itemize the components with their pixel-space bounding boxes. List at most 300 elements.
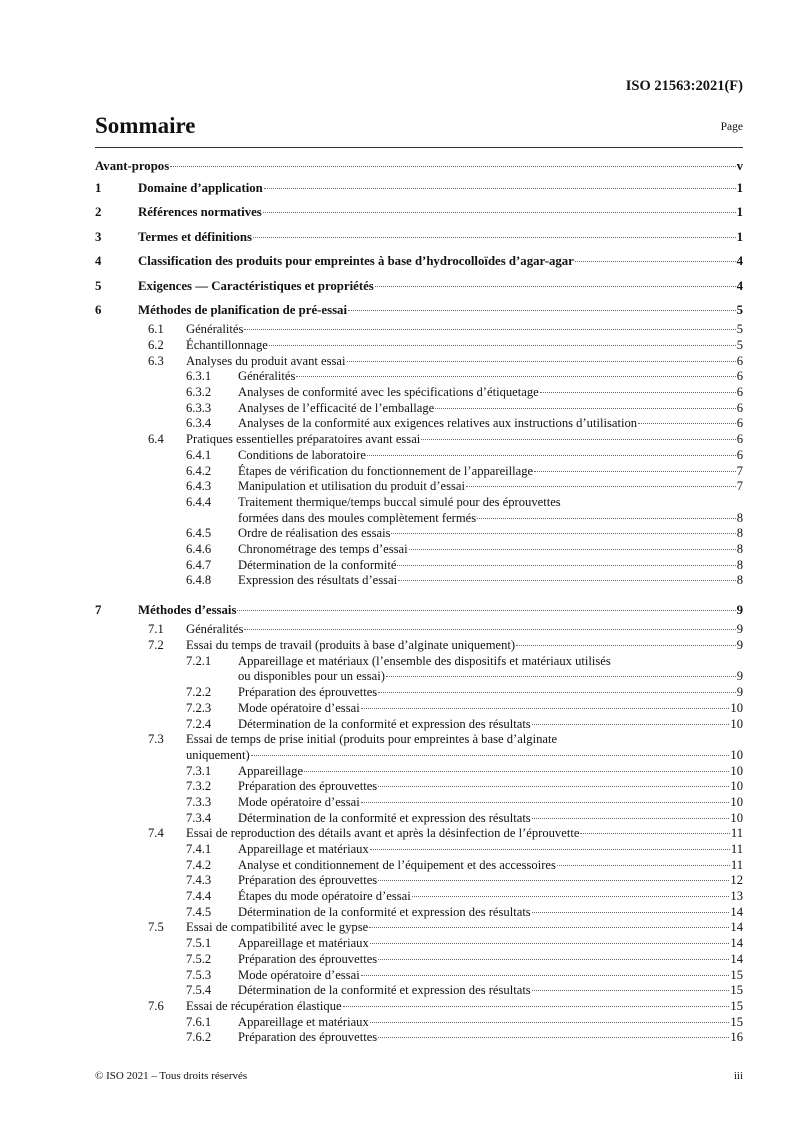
toc-entry-title[interactable]: Préparation des éprouvettes — [238, 1030, 378, 1045]
toc-entry[interactable] — [95, 779, 743, 795]
toc-entry[interactable] — [95, 432, 743, 448]
toc-entry-title[interactable]: Méthodes d’essais — [138, 603, 237, 618]
toc-entry-page[interactable]: 13 — [730, 889, 743, 904]
toc-entry-text — [238, 464, 743, 480]
toc-entry-text — [238, 558, 743, 574]
toc-title: Sommaire — [95, 113, 196, 138]
toc-entry-text — [238, 526, 743, 542]
toc-entry-title[interactable]: Classification des produits pour empreintes à base d’hydrocolloïdes d’agar-agar — [138, 254, 574, 269]
toc-entry[interactable] — [95, 952, 743, 968]
dot-leader — [638, 423, 736, 424]
toc-entry-continuation[interactable] — [95, 511, 743, 527]
toc-entry[interactable] — [95, 401, 743, 417]
page-column-label: Page — [720, 121, 743, 133]
toc-entry[interactable] — [95, 338, 743, 354]
toc-entry-title[interactable]: Exigences — Caractéristiques et propriétés — [138, 278, 374, 293]
footer-page-number: iii — [733, 1070, 743, 1082]
toc-entry-number: 7.5.3 — [186, 967, 212, 982]
toc-entry-title[interactable]: Expression des résultats d’essai — [238, 573, 398, 588]
toc-entry-page[interactable]: 1 — [736, 229, 743, 244]
toc-entry[interactable] — [95, 701, 743, 717]
toc-entry-text — [238, 369, 743, 385]
toc-entry-text — [186, 732, 743, 748]
dot-leader — [244, 329, 735, 330]
toc-entry-number: 7.3.1 — [186, 763, 212, 778]
toc-entry-title[interactable]: Appareillage et matériaux — [238, 936, 369, 951]
toc-entry-number: 7.6.2 — [186, 1030, 212, 1045]
toc-entry-page[interactable]: 6 — [736, 400, 743, 415]
toc-entry-number: 3 — [95, 229, 102, 244]
toc-entry-title[interactable]: Mode opératoire d’essai — [238, 700, 360, 715]
toc-entry-number: 7.4.4 — [186, 889, 212, 904]
toc-entry-text — [238, 936, 743, 952]
toc-entry-title[interactable]: Étapes du mode opératoire d’essai — [238, 889, 411, 904]
toc-entry-continuation[interactable] — [95, 748, 743, 764]
toc-entry-title[interactable]: Détermination de la conformité et expression des résultats — [238, 904, 531, 919]
toc-entry-title[interactable]: Essai de temps de prise initial (produits pour empreintes à base d’alginate — [186, 732, 558, 747]
toc-entry-text — [238, 573, 743, 589]
footer-copyright: © ISO 2021 – Tous droits réservés — [95, 1070, 248, 1082]
toc-entry-text — [238, 968, 743, 984]
toc-entry-page[interactable]: 6 — [736, 353, 743, 368]
toc-entry[interactable] — [95, 479, 743, 495]
toc-entry[interactable] — [95, 968, 743, 984]
toc-entry-title[interactable]: Essai de compatibilité avec le gypse — [186, 920, 369, 935]
dot-leader — [343, 1006, 730, 1007]
dot-leader — [361, 975, 730, 976]
toc-entry-page[interactable]: 5 — [736, 302, 743, 317]
toc-entry[interactable] — [95, 598, 743, 622]
dot-leader — [378, 880, 729, 881]
toc-entry-number: 7.3 — [148, 732, 164, 747]
toc-entry[interactable] — [95, 654, 743, 670]
toc-entry-title[interactable]: Références normatives — [138, 205, 262, 220]
toc-entry-text — [186, 999, 743, 1015]
dot-leader — [170, 166, 735, 167]
toc-entry-number: 7.5.2 — [186, 951, 212, 966]
toc-entry-title[interactable]: Généralités — [186, 322, 244, 337]
toc-entry-page[interactable]: 9 — [736, 603, 743, 618]
toc-entry-title[interactable]: Détermination de la conformité et expression des résultats — [238, 810, 531, 825]
toc-entry[interactable] — [95, 685, 743, 701]
dot-leader — [378, 959, 729, 960]
toc-entry-page[interactable]: 6 — [736, 369, 743, 384]
toc-entry-number: 6.4.4 — [186, 494, 212, 509]
toc-entry-text — [186, 826, 743, 842]
toc-entry-number: 1 — [95, 181, 102, 195]
toc-entry-page[interactable]: 4 — [736, 254, 743, 269]
toc-entry-number: 7.3.2 — [186, 779, 212, 794]
toc-entry[interactable] — [95, 542, 743, 558]
toc-entry-number: 7.5.1 — [186, 936, 212, 951]
dot-leader — [378, 786, 729, 787]
toc-entry[interactable] — [95, 905, 743, 921]
toc-entry[interactable] — [95, 464, 743, 480]
toc-entry-title[interactable]: Étapes de vérification du fonctionnement de l’appareillage — [238, 463, 534, 478]
toc-entry-title[interactable]: Termes et définitions — [138, 229, 252, 244]
toc-entry-page[interactable]: 10 — [730, 794, 743, 809]
toc-entry-text — [238, 842, 743, 858]
toc-entry[interactable] — [95, 298, 743, 322]
toc-entry-title[interactable]: Appareillage — [238, 763, 304, 778]
toc-entry[interactable] — [95, 322, 743, 338]
toc-entry-page[interactable]: 8 — [736, 541, 743, 556]
toc-entry-page[interactable]: v — [736, 159, 743, 173]
toc-entry-number: 6.4.3 — [186, 479, 212, 494]
toc-entry-text — [138, 200, 743, 224]
toc-entry-text — [238, 952, 743, 968]
toc-entry-number: 6.4 — [148, 432, 164, 447]
toc-entry-text — [186, 354, 743, 370]
toc-entry-number: 7.2.2 — [186, 685, 212, 700]
toc-entry[interactable] — [95, 732, 743, 748]
dot-leader — [367, 455, 736, 456]
dot-leader — [253, 237, 736, 238]
toc-entry-text — [238, 858, 743, 874]
toc-entry[interactable] — [95, 558, 743, 574]
toc-entry-number: 7.4.2 — [186, 857, 212, 872]
toc-entry-title[interactable]: Généralités — [238, 369, 296, 384]
toc-entry-text — [95, 156, 743, 176]
dot-leader — [534, 471, 736, 472]
toc-entry-text — [186, 748, 743, 764]
toc-entry-title[interactable]: Essai de reproduction des détails avant et après la désinfection de l’éprouvette — [186, 826, 580, 841]
toc-entry-title[interactable]: Méthodes de planification de pré-essai — [138, 302, 348, 317]
toc-entry-title-continued[interactable]: ou disponibles pour un essai) — [238, 669, 385, 684]
toc-entry[interactable] — [95, 274, 743, 298]
toc-entry-title[interactable]: Détermination de la conformité et expression des résultats — [238, 716, 531, 731]
toc-entry-page[interactable]: 9 — [736, 638, 743, 653]
toc-entry-text — [138, 274, 743, 298]
dot-leader — [361, 708, 730, 709]
dot-leader — [516, 645, 736, 646]
dot-leader — [397, 565, 735, 566]
toc-entry-number: 7.5.4 — [186, 983, 212, 998]
dot-leader — [378, 1037, 729, 1038]
dot-leader — [375, 286, 736, 287]
toc-entry-title[interactable]: Chronométrage des temps d’essai — [238, 541, 408, 556]
toc-entry[interactable] — [95, 495, 743, 511]
toc-entry-title[interactable]: Préparation des éprouvettes — [238, 873, 378, 888]
toc-entry-number: 7.4.5 — [186, 904, 212, 919]
toc-entry-page[interactable]: 9 — [736, 669, 743, 684]
toc-entry-number: 7 — [95, 603, 102, 618]
toc-entry[interactable] — [95, 983, 743, 999]
toc-entry-number: 7.5 — [148, 920, 164, 935]
toc-entry-text — [238, 448, 743, 464]
dot-leader — [421, 439, 735, 440]
toc-entry-title[interactable]: Analyses de la conformité aux exigences relatives aux instructions d’utilisation — [238, 416, 638, 431]
dot-leader — [532, 912, 730, 913]
toc-entry-number: 7.6.1 — [186, 1014, 212, 1029]
dot-leader — [540, 392, 736, 393]
toc-entry[interactable] — [95, 826, 743, 842]
toc-entry-number: 7.2 — [148, 638, 164, 653]
toc-entry-number: 7.4.3 — [186, 873, 212, 888]
toc-entry-text — [238, 811, 743, 827]
toc-entry-page[interactable]: 8 — [736, 557, 743, 572]
toc-entry-page[interactable]: 8 — [736, 526, 743, 541]
toc-entry[interactable] — [95, 622, 743, 638]
toc-entry-number: 6.4.8 — [186, 573, 212, 588]
toc-entry-number: 6.3.4 — [186, 416, 212, 431]
toc-entry-title[interactable]: Appareillage et matériaux — [238, 842, 369, 857]
toc-entry[interactable] — [95, 416, 743, 432]
toc-entry-number: 6.3.3 — [186, 400, 212, 415]
toc-entry[interactable] — [95, 1015, 743, 1031]
toc-entry-text — [238, 669, 743, 685]
dot-leader — [398, 580, 736, 581]
toc-entry-number: 7.6 — [148, 998, 164, 1013]
table-of-contents — [95, 156, 743, 1046]
toc-entry-page[interactable]: 7 — [736, 463, 743, 478]
toc-entry-number: 7.4 — [148, 826, 164, 841]
toc-entry-page[interactable]: 6 — [736, 416, 743, 431]
dot-leader — [370, 849, 730, 850]
toc-entry-page[interactable]: 5 — [736, 322, 743, 337]
toc-entry-page[interactable]: 14 — [730, 920, 743, 935]
toc-entry-text — [238, 385, 743, 401]
toc-entry-text — [138, 225, 743, 249]
toc-entry-text — [238, 889, 743, 905]
toc-entry-number: 6.3.1 — [186, 369, 212, 384]
toc-entry-title[interactable]: Essai de récupération élastique — [186, 998, 342, 1013]
toc-entry[interactable] — [95, 369, 743, 385]
toc-entry-text — [238, 479, 743, 495]
toc-entry-text — [138, 249, 743, 273]
toc-entry-number: 4 — [95, 254, 102, 269]
dot-leader — [532, 724, 730, 725]
toc-entry-title[interactable]: Appareillage et matériaux (l’ensemble des dispositifs et matériaux utilisés — [238, 653, 611, 668]
dot-leader — [347, 361, 736, 362]
toc-entry[interactable] — [95, 873, 743, 889]
toc-entry-text — [186, 638, 743, 654]
toc-entry-title[interactable]: Mode opératoire d’essai — [238, 794, 360, 809]
title-rule — [95, 147, 743, 148]
toc-entry-page[interactable]: 15 — [730, 1014, 743, 1029]
toc-entry-page[interactable]: 4 — [736, 278, 743, 293]
toc-entry[interactable] — [95, 717, 743, 733]
toc-entry-page[interactable]: 5 — [736, 338, 743, 353]
toc-entry-title[interactable]: Analyses de conformité avec les spécifications d’étiquetage — [238, 385, 539, 400]
toc-entry[interactable] — [95, 225, 743, 249]
toc-entry[interactable] — [95, 920, 743, 936]
toc-entry-title[interactable]: Analyse et conditionnement de l’équipement et des accessoires — [238, 857, 556, 872]
dot-leader — [251, 755, 730, 756]
toc-entry-text — [186, 322, 743, 338]
toc-entry-number: 6.4.7 — [186, 557, 212, 572]
toc-entry-number: 6 — [95, 302, 102, 317]
dot-leader — [269, 345, 736, 346]
toc-entry-page[interactable]: 11 — [730, 842, 743, 857]
toc-entry-text — [238, 779, 743, 795]
toc-entry[interactable] — [95, 385, 743, 401]
dot-leader — [378, 692, 736, 693]
toc-entry-title[interactable]: Essai du temps de travail (produits à base d’alginate uniquement) — [186, 638, 516, 653]
toc-entry-title[interactable]: Échantillonnage — [186, 338, 268, 353]
toc-entry-number: 6.2 — [148, 338, 164, 353]
dot-leader — [391, 533, 735, 534]
toc-entry-number: 7.2.3 — [186, 700, 212, 715]
toc-entry[interactable] — [95, 999, 743, 1015]
toc-entry[interactable] — [95, 764, 743, 780]
toc-entry[interactable] — [95, 526, 743, 542]
toc-entry-title[interactable]: Détermination de la conformité et expression des résultats — [238, 983, 531, 998]
toc-entry-number: 5 — [95, 278, 102, 293]
toc-entry-page[interactable]: 14 — [730, 936, 743, 951]
toc-entry[interactable] — [95, 200, 743, 224]
toc-entry-text — [238, 1015, 743, 1031]
toc-entry[interactable] — [95, 858, 743, 874]
toc-entry-text — [238, 795, 743, 811]
toc-entry-text — [138, 298, 743, 322]
toc-entry[interactable] — [95, 811, 743, 827]
toc-entry-title[interactable]: Analyses du produit avant essai — [186, 353, 346, 368]
toc-entry-title[interactable]: Préparation des éprouvettes — [238, 951, 378, 966]
toc-entry[interactable] — [95, 176, 743, 200]
toc-entry-page[interactable]: 10 — [730, 779, 743, 794]
toc-entry-page[interactable]: 11 — [730, 826, 743, 841]
toc-entry-text — [186, 338, 743, 354]
dot-leader — [348, 310, 736, 311]
toc-entry-title-continued[interactable]: formées dans des moules complètement fermés — [238, 510, 477, 525]
toc-entry[interactable] — [95, 249, 743, 273]
toc-entry-page[interactable]: 10 — [730, 747, 743, 762]
dot-leader — [304, 771, 729, 772]
toc-entry-text — [238, 511, 743, 527]
toc-entry-text — [186, 622, 743, 638]
toc-entry-text — [238, 685, 743, 701]
toc-entry[interactable] — [95, 573, 743, 589]
toc-entry[interactable] — [95, 638, 743, 654]
toc-entry-page[interactable]: 10 — [730, 716, 743, 731]
dot-leader — [263, 212, 736, 213]
dot-leader — [264, 188, 736, 189]
dot-leader — [532, 990, 730, 991]
toc-entry-page[interactable]: 10 — [730, 810, 743, 825]
toc-entry-title[interactable]: Pratiques essentielles préparatoires avant essai — [186, 432, 421, 447]
toc-entry-title[interactable]: Préparation des éprouvettes — [238, 685, 378, 700]
toc-entry-number: 6.1 — [148, 322, 164, 337]
toc-entry-text — [238, 717, 743, 733]
toc-entry-number: 6.4.6 — [186, 541, 212, 556]
toc-entry-page[interactable]: 10 — [730, 700, 743, 715]
dot-leader — [244, 629, 735, 630]
toc-entry-page[interactable]: 14 — [730, 951, 743, 966]
dot-leader — [369, 927, 729, 928]
dot-leader — [237, 610, 735, 611]
toc-entry-number: 6.3.2 — [186, 385, 212, 400]
dot-leader — [296, 376, 735, 377]
toc-entry-title[interactable]: Ordre de réalisation des essais — [238, 526, 391, 541]
toc-entry[interactable] — [95, 156, 743, 176]
toc-entry-page[interactable]: 14 — [730, 904, 743, 919]
toc-entry-number: 7.3.4 — [186, 810, 212, 825]
toc-entry-title[interactable]: Manipulation et utilisation du produit d’essai — [238, 479, 466, 494]
toc-entry-continuation[interactable] — [95, 669, 743, 685]
toc-entry-text — [238, 416, 743, 432]
dot-leader — [409, 549, 736, 550]
toc-entry-page[interactable]: 8 — [736, 510, 743, 525]
toc-entry-number: 7.2.4 — [186, 716, 212, 731]
toc-entry-title[interactable]: Mode opératoire d’essai — [238, 967, 360, 982]
toc-entry-title[interactable]: Avant-propos — [95, 159, 170, 173]
toc-entry-number: 6.3 — [148, 353, 164, 368]
toc-entry-page[interactable]: 6 — [736, 447, 743, 462]
toc-entry-title[interactable]: Détermination de la conformité — [238, 557, 397, 572]
toc-entry-text — [238, 1030, 743, 1046]
section-gap — [95, 589, 743, 598]
toc-entry[interactable] — [95, 1030, 743, 1046]
toc-entry-page[interactable]: 12 — [730, 873, 743, 888]
toc-entry-page[interactable]: 15 — [730, 983, 743, 998]
toc-entry-text — [186, 432, 743, 448]
toc-entry-text — [238, 983, 743, 999]
dot-leader — [361, 802, 730, 803]
toc-entry-page[interactable]: 9 — [736, 685, 743, 700]
toc-entry-number: 6.4.2 — [186, 463, 212, 478]
toc-entry-text — [186, 920, 743, 936]
dot-leader — [370, 1022, 730, 1023]
toc-entry-number: 7.3.3 — [186, 794, 212, 809]
toc-entry-title[interactable]: Conditions de laboratoire — [238, 447, 367, 462]
dot-leader — [557, 865, 730, 866]
toc-entry-number: 7.1 — [148, 622, 164, 637]
toc-entry-page[interactable]: 1 — [736, 181, 743, 195]
toc-entry[interactable] — [95, 936, 743, 952]
toc-entry-text — [238, 401, 743, 417]
toc-entry[interactable] — [95, 889, 743, 905]
dot-leader — [412, 896, 730, 897]
toc-entry-title[interactable]: Analyses de l’efficacité de l’emballage — [238, 400, 435, 415]
toc-entry-title[interactable]: Appareillage et matériaux — [238, 1014, 369, 1029]
toc-entry-page[interactable]: 15 — [730, 967, 743, 982]
toc-entry-title-continued[interactable]: uniquement) — [186, 747, 250, 762]
toc-entry-page[interactable]: 6 — [736, 385, 743, 400]
toc-entry-text — [238, 542, 743, 558]
toc-entry-text — [138, 176, 743, 200]
toc-entry[interactable] — [95, 795, 743, 811]
toc-entry-page[interactable]: 7 — [736, 479, 743, 494]
toc-entry-text — [138, 598, 743, 622]
toc-entry-number: 7.4.1 — [186, 842, 212, 857]
toc-entry-number: 7.2.1 — [186, 653, 212, 668]
toc-entry-page[interactable]: 8 — [736, 573, 743, 588]
toc-entry-title[interactable]: Généralités — [186, 622, 244, 637]
dot-leader — [435, 408, 735, 409]
toc-entry-text — [238, 905, 743, 921]
toc-entry-title[interactable]: Traitement thermique/temps buccal simulé pour des éprouvettes — [238, 494, 561, 509]
toc-entry-page[interactable]: 11 — [730, 857, 743, 872]
toc-entry-page[interactable]: 10 — [730, 763, 743, 778]
toc-entry-text — [238, 764, 743, 780]
toc-entry-page[interactable]: 6 — [736, 432, 743, 447]
dot-leader — [370, 943, 730, 944]
toc-entry[interactable] — [95, 448, 743, 464]
toc-entry-title[interactable]: Domaine d’application — [138, 181, 263, 195]
toc-entry-number: 2 — [95, 205, 102, 220]
toc-entry[interactable] — [95, 354, 743, 370]
toc-entry-page[interactable]: 9 — [736, 622, 743, 637]
toc-entry-page[interactable]: 15 — [730, 998, 743, 1013]
toc-entry-text — [238, 873, 743, 889]
toc-entry-page[interactable]: 1 — [736, 205, 743, 220]
toc-entry-page[interactable]: 16 — [730, 1030, 743, 1045]
toc-entry[interactable] — [95, 842, 743, 858]
toc-entry-number: 6.4.1 — [186, 447, 212, 462]
toc-entry-title[interactable]: Préparation des éprouvettes — [238, 779, 378, 794]
toc-entry-number: 6.4.5 — [186, 526, 212, 541]
